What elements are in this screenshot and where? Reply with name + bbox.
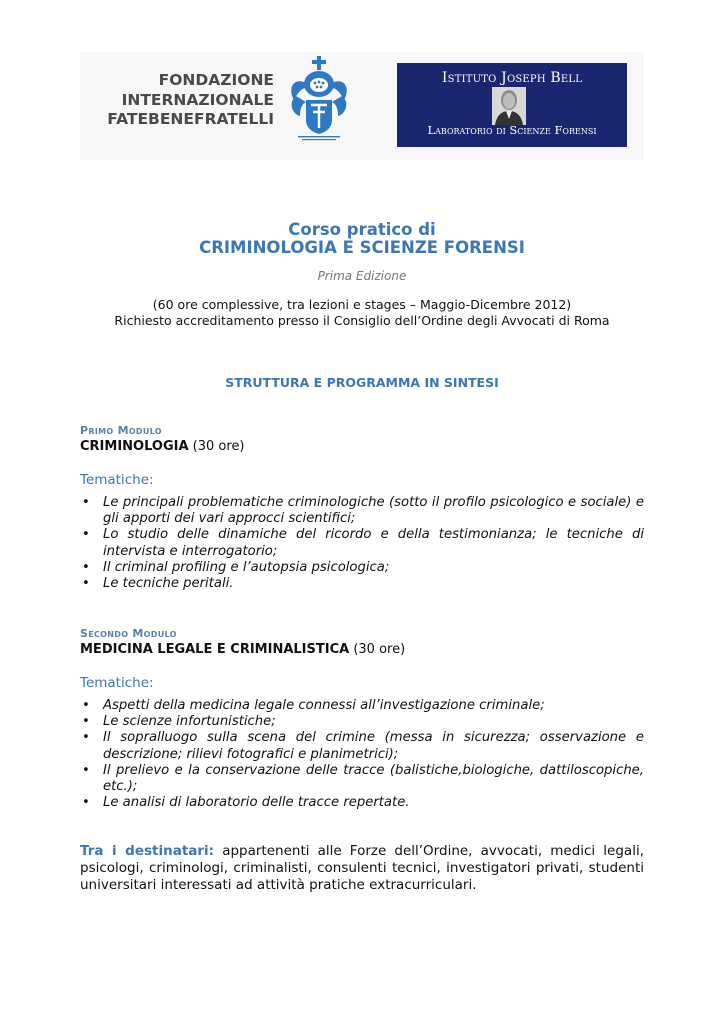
course-title-line-2: CRIMINOLOGIA E SCIENZE FORENSI bbox=[199, 238, 525, 257]
bullet-icon: • bbox=[82, 495, 90, 510]
module-1-topic-3: Il criminal profiling e l’autopsia psicologica; bbox=[103, 559, 390, 575]
foundation-name-line-1: FONDAZIONE bbox=[158, 71, 274, 89]
bullet-icon: • bbox=[82, 698, 90, 713]
module-2-label: Secondo Modulo bbox=[80, 627, 177, 640]
institute-title: Istituto Joseph Bell bbox=[441, 70, 583, 86]
recipients-paragraph bbox=[80, 843, 644, 894]
foundation-name bbox=[92, 71, 274, 130]
module-1-name: CRIMINOLOGIA bbox=[80, 439, 189, 454]
module-1-title bbox=[80, 439, 245, 454]
bullet-icon: • bbox=[82, 762, 90, 778]
module-2-name: MEDICINA LEGALE E CRIMINALISTICA bbox=[80, 642, 350, 657]
list-item bbox=[80, 576, 644, 592]
course-note-accreditation: Richiesto accreditamento presso il Consiglio dell’Ordine degli Avvocati di Roma bbox=[114, 313, 610, 328]
course-edition: Prima Edizione bbox=[317, 269, 407, 283]
list-item bbox=[80, 527, 644, 559]
section-heading: STRUTTURA E PROGRAMMA IN SINTESI bbox=[225, 375, 499, 390]
module-1-topics-label: Tematiche: bbox=[80, 472, 154, 488]
list-item bbox=[80, 560, 644, 576]
list-item bbox=[80, 698, 644, 714]
module-1-hours: (30 ore) bbox=[188, 439, 245, 454]
joseph-bell-portrait bbox=[492, 87, 526, 125]
list-item bbox=[80, 763, 644, 795]
module-2-topic-5: Le analisi di laboratorio delle tracce repertate. bbox=[103, 795, 410, 811]
bullet-icon: • bbox=[82, 795, 90, 811]
foundation-name-line-2: INTERNAZIONALE bbox=[121, 90, 274, 109]
module-2-topic-4: Il prelievo e la conservazione delle tracce (balistiche,biologiche, dattiloscopiche, etc.); bbox=[103, 762, 644, 795]
list-item bbox=[80, 714, 644, 730]
course-note-hours: (60 ore complessive, tra lezioni e stages – Maggio-Dicembre 2012) bbox=[152, 297, 572, 312]
fatebenefratelli-crest-icon bbox=[284, 52, 354, 144]
list-item bbox=[80, 495, 644, 527]
list-item bbox=[80, 795, 644, 811]
institute-banner bbox=[397, 63, 627, 147]
course-title-line-1: Corso pratico di bbox=[288, 220, 436, 239]
institute-subtitle: Laboratorio di Scienze Forensi bbox=[427, 123, 597, 137]
bullet-icon: • bbox=[82, 527, 90, 543]
module-1-label: Primo Modulo bbox=[80, 424, 162, 437]
bullet-icon: • bbox=[82, 714, 90, 730]
bullet-icon: • bbox=[82, 730, 90, 746]
module-2-topic-1: Aspetti della medicina legale connessi all’investigazione criminale; bbox=[103, 698, 545, 713]
module-2-topics-label: Tematiche: bbox=[80, 675, 154, 691]
module-2-topics-list bbox=[80, 698, 644, 811]
recipients-text: appartenenti alle Forze dell’Ordine, avvocati, medici legali, psicologi, criminologi, criminalisti, consulenti tecnici, investigatori privati, studenti universitari interessati ad attività pratiche extracurriculari. bbox=[80, 843, 644, 893]
module-2-topic-2: Le scienze infortunistiche; bbox=[103, 714, 276, 730]
bullet-icon: • bbox=[82, 559, 90, 575]
list-item bbox=[80, 730, 644, 762]
module-2-hours: (30 ore) bbox=[349, 642, 406, 657]
module-1-topic-1: Le principali problematiche criminologiche (sotto il profilo psicologico e sociale) e gli apporti dei vari approcci scientifici; bbox=[103, 495, 644, 527]
module-2-title bbox=[80, 642, 405, 657]
recipients-label: Tra i destinatari: bbox=[80, 843, 215, 859]
module-1-topics-list bbox=[80, 495, 644, 592]
module-1-topic-2: Lo studio delle dinamiche del ricordo e della testimonianza; le tecniche di intervista e interrogatorio; bbox=[103, 527, 644, 559]
bullet-icon: • bbox=[82, 576, 90, 592]
module-1-topic-4: Le tecniche peritali. bbox=[103, 576, 234, 592]
module-2-topic-3: Il sopralluogo sulla scena del crimine (messa in sicurezza; osservazione e descrizione; rilievi fotografici e planimetrici); bbox=[103, 730, 644, 762]
foundation-name-line-3: FATEBENEFRATELLI bbox=[107, 110, 274, 128]
